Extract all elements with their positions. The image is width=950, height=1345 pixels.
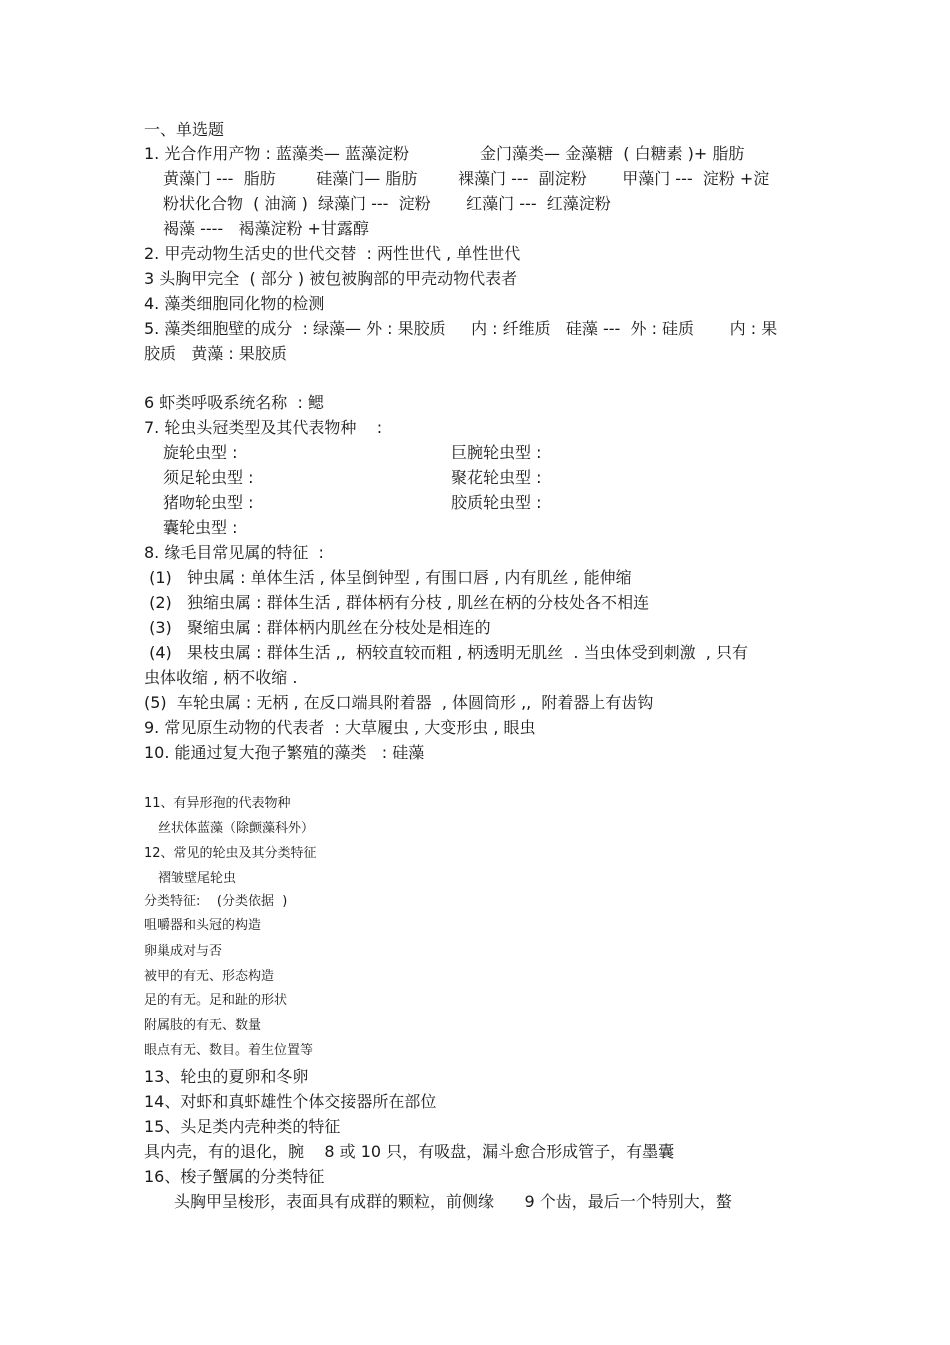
q10: 10. 能通过复大孢子繁殖的藻类 : 硅藻 — [144, 743, 425, 762]
q12-item: 眼点有无、数目。着生位置等 — [144, 1043, 314, 1058]
q8-item: (4) 果枝虫属 : 群体生活 ,, 柄较直较而粗 , 柄透明无肌丝 . 当虫体受到刺激 , 只有 — [144, 643, 748, 662]
q11-title: 11、有异形孢的代表物种 — [144, 796, 291, 811]
q7-left-item: 猪吻轮虫型 : — [163, 493, 254, 512]
q8-item: (5) 车轮虫属 : 无柄 , 在反口端具附着器 , 体圆筒形 ,, 附着器上有齿钩 — [144, 693, 654, 712]
q3: 3 头胸甲完全 ( 部分 ) 被包被胸部的甲壳动物代表者 — [144, 269, 518, 288]
q6: 6 虾类呼吸系统名称 : 鳃 — [144, 393, 324, 412]
q7-left-item: 须足轮虫型 : — [163, 468, 254, 487]
q7-right-item: 聚花轮虫型 : — [451, 468, 542, 487]
q12-item: 附属肢的有无、数量 — [144, 1018, 262, 1033]
q12-item: 被甲的有无、形态构造 — [144, 969, 275, 984]
q1-line2: 黄藻门 --- 脂肪 硅藻门— 脂肪 裸藻门 --- 副淀粉 甲藻门 --- 淀粉 +淀 — [163, 169, 770, 188]
q8-item: (3) 聚缩虫属 : 群体柄内肌丝在分枝处是相连的 — [144, 618, 491, 637]
q11-answer: 丝状体蓝藻（除颤藻科外） — [158, 821, 315, 836]
q4: 4. 藻类细胞同化物的检测 — [144, 294, 325, 313]
q16-title: 16、梭子蟹属的分类特征 — [144, 1167, 325, 1186]
q5-line1: 5. 藻类细胞壁的成分 : 绿藻— 外 : 果胶质 内 : 纤维质 硅藻 --- 外 : 硅质 内 : 果 — [144, 319, 778, 338]
q12-item: 卵巢成对与否 — [144, 944, 223, 959]
q7-right-item: 胶质轮虫型 : — [451, 493, 542, 512]
q1-line3: 粉状化合物 ( 油滴 ) 绿藻门 --- 淀粉 红藻门 --- 红藻淀粉 — [163, 194, 611, 213]
q12-item: 咀嚼器和头冠的构造 — [144, 918, 262, 933]
q12-item: 足的有无。足和趾的形状 — [144, 993, 288, 1008]
q16-answer: 头胸甲呈梭形，表面具有成群的颗粒，前侧缘 9 个齿，最后一个特别大，螯 — [174, 1192, 732, 1211]
q15-title: 15、头足类内壳种类的特征 — [144, 1117, 341, 1136]
q13: 13、轮虫的夏卵和冬卵 — [144, 1067, 309, 1086]
q7-right-item: 巨腕轮虫型 : — [451, 443, 542, 462]
q12-answer: 褶皱壁尾轮虫 — [158, 871, 237, 886]
q12-title: 12、常见的轮虫及其分类特征 — [144, 846, 317, 861]
q7-title: 7. 轮虫头冠类型及其代表物种 : — [144, 418, 383, 437]
q14: 14、对虾和真虾雄性个体交接器所在部位 — [144, 1092, 437, 1111]
q5-line2: 胶质 黄藻 : 果胶质 — [144, 344, 287, 363]
q1-line1a: 1. 光合作用产物 : 蓝藻类— 蓝藻淀粉 — [144, 144, 410, 163]
q7-left-item: 囊轮虫型 : — [163, 518, 238, 537]
q8-item: (2) 独缩虫属 : 群体生活 , 群体柄有分枝 , 肌丝在柄的分枝处各不相连 — [144, 593, 650, 612]
q9: 9. 常见原生动物的代表者 : 大草履虫 , 大变形虫 , 眼虫 — [144, 718, 536, 737]
q8-title: 8. 缘毛目常见属的特征 : — [144, 543, 324, 562]
section-heading: 一、单选题 — [144, 120, 225, 139]
q2: 2. 甲壳动物生活史的世代交替 : 两性世代 , 单性世代 — [144, 244, 521, 263]
q8-item: (1) 钟虫属 : 单体生活 , 体呈倒钟型 , 有围口唇 , 内有肌丝 , 能伸缩 — [144, 568, 632, 587]
q1-line4: 褐藻 ---- 褐藻淀粉 +甘露醇 — [163, 219, 369, 238]
q7-left-item: 旋轮虫型 : — [163, 443, 238, 462]
q1-line1b: 金门藻类— 金藻糖 ( 白糖素 )+ 脂肪 — [480, 144, 745, 163]
q8-item: 虫体收缩 , 柄不收缩 . — [144, 668, 298, 687]
q15-answer: 具内壳，有的退化，腕 8 或 10 只，有吸盘，漏斗愈合形成管子，有墨囊 — [144, 1142, 675, 1161]
q12-basis: 分类特征: (分类依据 ) — [144, 894, 288, 909]
